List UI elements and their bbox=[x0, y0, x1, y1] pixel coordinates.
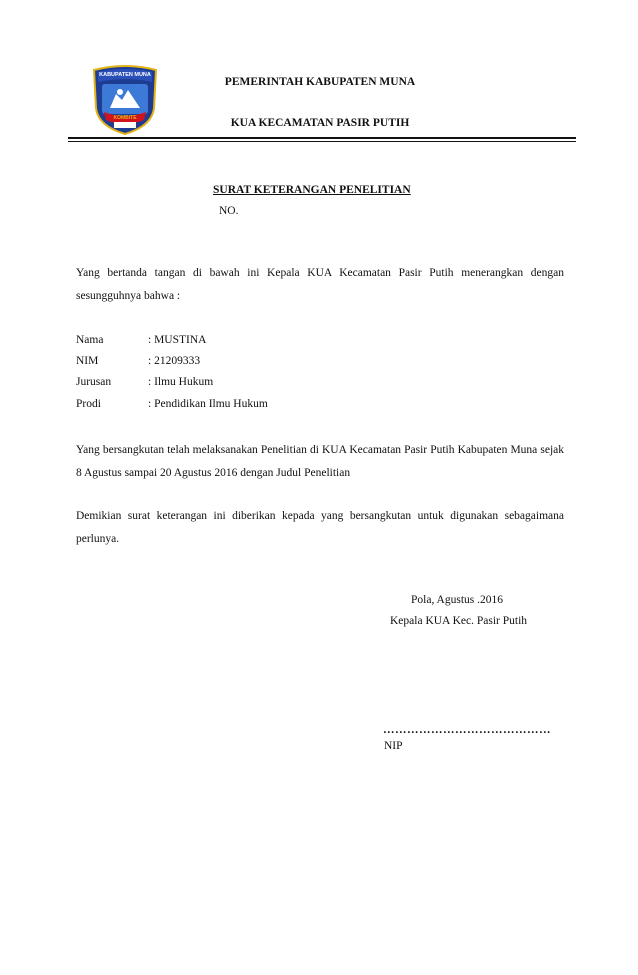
field-label: NIM bbox=[76, 355, 99, 367]
field-value: : Pendidikan Ilmu Hukum bbox=[148, 398, 268, 410]
logo-top-text: KABUPATEN MUNA bbox=[99, 72, 151, 78]
closing-paragraph: Demikian surat keterangan ini diberikan kepada yang bersangkutan untuk digunakan sebagaimana perlunya. bbox=[76, 510, 564, 545]
field-label: Nama bbox=[76, 334, 104, 346]
field-value: : Ilmu Hukum bbox=[148, 376, 214, 388]
intro-paragraph: Yang bertanda tangan di bawah ini Kepala KUA Kecamatan Pasir Putih menerangkan dengan sesungguhnya bahwa : bbox=[76, 267, 564, 302]
signature-line: …………………………………… bbox=[383, 724, 551, 736]
body-paragraph: Yang bersangkutan telah melaksanakan Penelitian di KUA Kecamatan Pasir Putih Kabupaten Muna sejak 8 Agustus sampai 20 Agustus 2016 dengan Judul Penelitian bbox=[76, 444, 564, 479]
header-rule-thin bbox=[68, 141, 576, 142]
logo-bottom-text: KOMBITE bbox=[113, 115, 137, 121]
signature-nip-label: NIP bbox=[384, 740, 403, 752]
document-title: SURAT KETERANGAN PENELITIAN bbox=[213, 184, 411, 196]
field-value: : MUSTINA bbox=[148, 334, 207, 346]
field-label: Prodi bbox=[76, 398, 101, 410]
header-rule-thick bbox=[68, 137, 576, 139]
header-office: KUA KECAMATAN PASIR PUTIH bbox=[230, 117, 410, 129]
signature-position: Kepala KUA Kec. Pasir Putih bbox=[390, 615, 528, 627]
field-label: Jurusan bbox=[76, 376, 112, 388]
regency-emblem-icon bbox=[90, 64, 160, 136]
header-government: PEMERINTAH KABUPATEN MUNA bbox=[224, 76, 416, 88]
document-number: NO. bbox=[219, 205, 239, 217]
signature-place-date: Pola, Agustus .2016 bbox=[411, 594, 504, 606]
field-value: : 21209333 bbox=[148, 355, 201, 367]
